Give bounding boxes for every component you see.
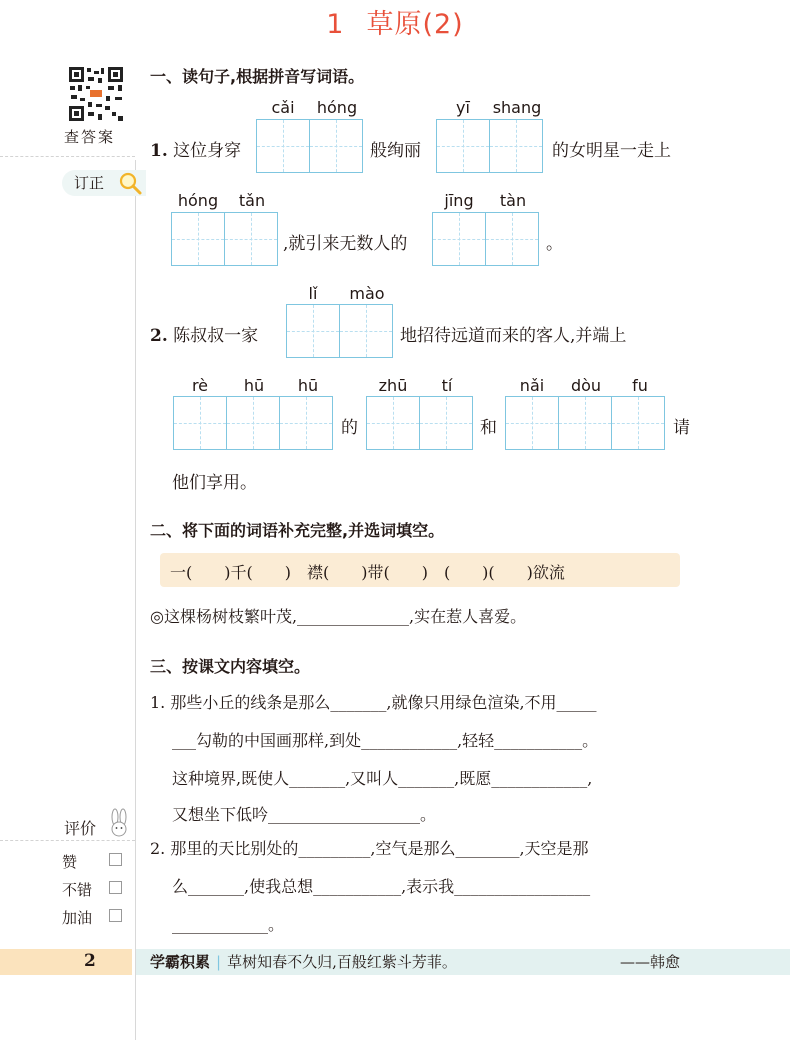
section-1-heading: 一、读句子,根据拼音写词语。	[150, 67, 365, 86]
sidebar-divider	[0, 156, 135, 157]
pinyin: shang	[492, 98, 542, 117]
question-text: 2. 陈叔叔一家	[150, 326, 259, 346]
question-text: 的女明星一走上	[552, 141, 671, 161]
fill-line[interactable]: 又想坐下低吟___________________。	[172, 805, 437, 824]
eval-checkbox[interactable]	[109, 853, 122, 866]
magnifier-icon	[118, 170, 144, 196]
writing-grid[interactable]	[505, 396, 665, 450]
pinyin: tí	[441, 376, 453, 395]
question-text: 。	[546, 234, 563, 254]
pinyin: hū	[243, 376, 265, 395]
answer-key-label: 查答案	[64, 128, 116, 146]
pinyin: zhū	[378, 376, 408, 395]
correction-label: 订正	[74, 174, 105, 192]
section-3-heading: 三、按课文内容填空。	[150, 657, 311, 676]
writing-grid[interactable]	[432, 212, 539, 266]
lesson-title: 草原(2)	[366, 9, 464, 40]
pinyin: tǎn	[238, 191, 266, 210]
pinyin: lǐ	[308, 284, 318, 303]
pinyin: hū	[297, 376, 319, 395]
question-text: 地招待远道而来的客人,并端上	[400, 326, 627, 346]
eval-option: 不错	[62, 881, 93, 899]
eval-checkbox[interactable]	[109, 909, 122, 922]
question-text: 和	[480, 418, 497, 438]
pinyin: jīng	[444, 191, 474, 210]
question-text: ,就引来无数人的	[283, 234, 408, 254]
pinyin: rè	[191, 376, 209, 395]
question-text: 般绚丽	[370, 141, 421, 161]
writing-grid[interactable]	[256, 119, 363, 173]
lesson-number: 1	[326, 9, 345, 40]
page-number: 2	[84, 951, 96, 971]
fill-line[interactable]: ___勾勒的中国画那样,到处____________,轻轻___________。	[172, 731, 599, 750]
eval-divider	[0, 840, 135, 841]
pinyin: cǎi	[271, 98, 295, 117]
question-text: 请	[673, 418, 690, 438]
question-text: 的	[341, 418, 358, 438]
fill-line[interactable]: 1. 那些小丘的线条是那么_______,就像只用绿色渲染,不用_____	[150, 693, 597, 712]
eval-option: 赞	[62, 853, 78, 871]
eval-option: 加油	[62, 909, 93, 927]
fill-line[interactable]: 么_______,使我总想___________,表示我_________________	[172, 877, 591, 896]
eval-checkbox[interactable]	[109, 881, 122, 894]
writing-grid[interactable]	[173, 396, 333, 450]
pinyin: nǎi	[519, 376, 545, 395]
fill-line[interactable]: 2. 那里的天比别处的_________,空气是那么________,天空是那	[150, 839, 589, 858]
fill-sentence[interactable]: ◎这棵杨树枝繁叶茂,______________,实在惹人喜爱。	[150, 607, 527, 626]
question-text: 他们享用。	[172, 473, 257, 493]
pinyin: hóng	[316, 98, 358, 117]
page-number-band	[0, 949, 132, 975]
page-title	[0, 2, 790, 41]
pinyin: mào	[349, 284, 385, 303]
word-completion[interactable]: 一( )千( ) 襟( )带( ) ( )( )欲流	[170, 563, 565, 582]
qr-code-icon[interactable]	[68, 66, 124, 122]
pinyin: fu	[632, 376, 648, 395]
pinyin: dòu	[570, 376, 602, 395]
margin-divider	[135, 160, 136, 1040]
fill-line[interactable]: ____________。	[172, 915, 285, 934]
question-text: 1. 这位身穿	[150, 141, 242, 161]
evaluation-title: 评价	[64, 819, 97, 838]
footer-quote: 学霸积累 | 草树知春不久归,百般红紫斗芳菲。	[150, 953, 457, 971]
section-2-heading: 二、将下面的词语补充完整,并选词填空。	[150, 521, 445, 540]
writing-grid[interactable]	[436, 119, 543, 173]
quote-author: ——韩愈	[620, 953, 681, 971]
bunny-icon	[106, 808, 132, 838]
pinyin: hóng	[177, 191, 219, 210]
pinyin: yī	[456, 98, 470, 117]
writing-grid[interactable]	[366, 396, 473, 450]
writing-grid[interactable]	[286, 304, 393, 358]
writing-grid[interactable]	[171, 212, 278, 266]
pinyin: tàn	[499, 191, 527, 210]
fill-line[interactable]: 这种境界,既使人_______,又叫人_______,既愿____________,	[172, 769, 593, 788]
